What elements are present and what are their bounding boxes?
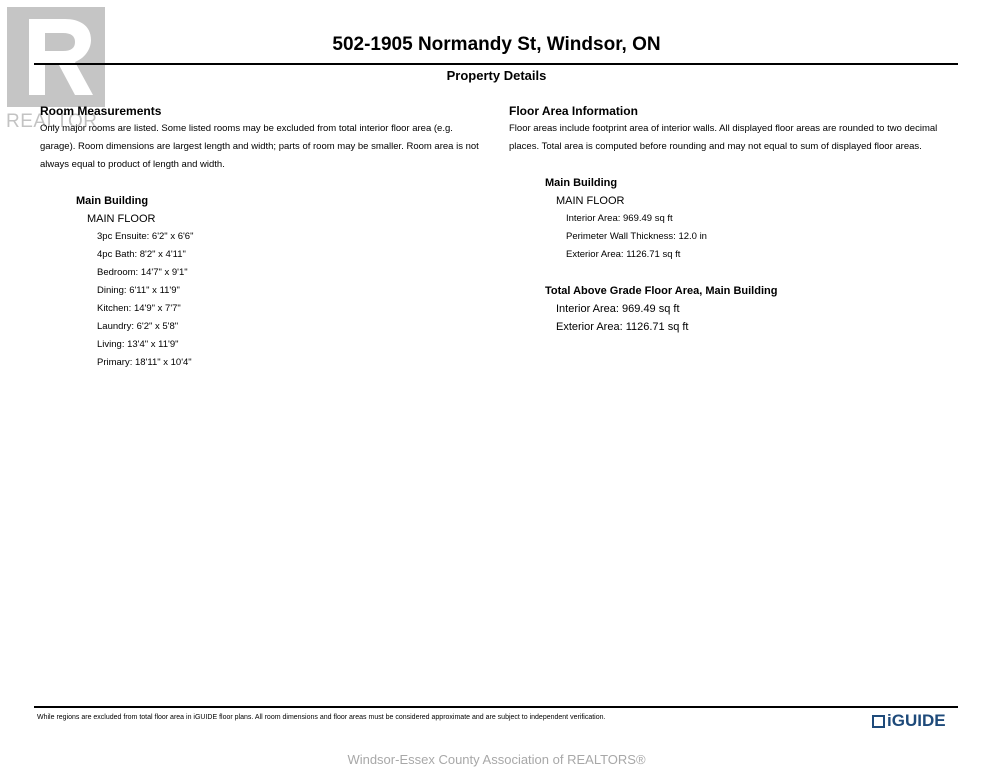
floor-area-section: [509, 102, 964, 336]
realtor-logo-word: REALTOR: [6, 111, 98, 132]
area-item: Perimeter Wall Thickness: 12.0 in: [566, 231, 707, 242]
room-item: Laundry: 6'2" x 5'8": [97, 321, 179, 332]
room-measurements-note: Only major rooms are listed. Some listed rooms may be excluded from total interior floor area (e.g. garage). Room dimensions are largest length and width; parts of room may be smaller. Room area is not always equal to product of length and width.: [40, 123, 479, 170]
room-item: Bedroom: 14'7" x 9'1": [97, 267, 188, 278]
total-area-heading: Total Above Grade Floor Area, Main Building: [545, 285, 778, 297]
room-measurements-heading: Room Measurements: [40, 104, 162, 118]
area-item: Interior Area: 969.49 sq ft: [566, 213, 673, 224]
area-floor-label: MAIN FLOOR: [556, 195, 625, 207]
iguide-mark-icon: [872, 715, 885, 728]
floor-area-note: Floor areas include footprint area of interior walls. All displayed floor areas are rounded to two decimal places. Total area is computed before rounding and may not equal to sum of displayed floor areas.: [509, 123, 938, 152]
room-item: Primary: 18'11" x 10'4": [97, 357, 192, 368]
total-area-item: Exterior Area: 1126.71 sq ft: [556, 321, 689, 333]
spacer: [509, 264, 964, 282]
header-divider: [34, 63, 958, 65]
footer-disclaimer: While regions are excluded from total floor area in iGUIDE floor plans. All room dimensions and floor areas must be considered approximate and are subject to independent verification.: [37, 714, 606, 721]
page-subtitle: Property Details: [446, 68, 547, 83]
iguide-logo-text: iGUIDE: [887, 711, 946, 730]
room-item: 3pc Ensuite: 6'2" x 6'6": [97, 231, 194, 242]
area-item: Exterior Area: 1126.71 sq ft: [566, 249, 681, 260]
association-watermark: Windsor-Essex County Association of REALTORS®: [347, 752, 646, 767]
room-item: Living: 13'4" x 11'9": [97, 339, 179, 350]
page-title: 502-1905 Normandy St, Windsor, ON: [332, 34, 661, 55]
room-measurements-section: [40, 102, 490, 372]
total-area-item: Interior Area: 969.49 sq ft: [556, 303, 680, 315]
room-item: 4pc Bath: 8'2" x 4'11": [97, 249, 186, 260]
realtor-logo: [7, 7, 105, 107]
room-item: Kitchen: 14'9" x 7'7": [97, 303, 181, 314]
iguide-logo: [872, 711, 946, 731]
area-building-label: Main Building: [545, 177, 618, 189]
footer-divider: [34, 706, 958, 708]
room-item: Dining: 6'11" x 11'9": [97, 285, 180, 296]
room-building-label: Main Building: [76, 195, 149, 207]
floor-area-heading: Floor Area Information: [509, 104, 638, 118]
room-floor-label: MAIN FLOOR: [87, 213, 156, 225]
